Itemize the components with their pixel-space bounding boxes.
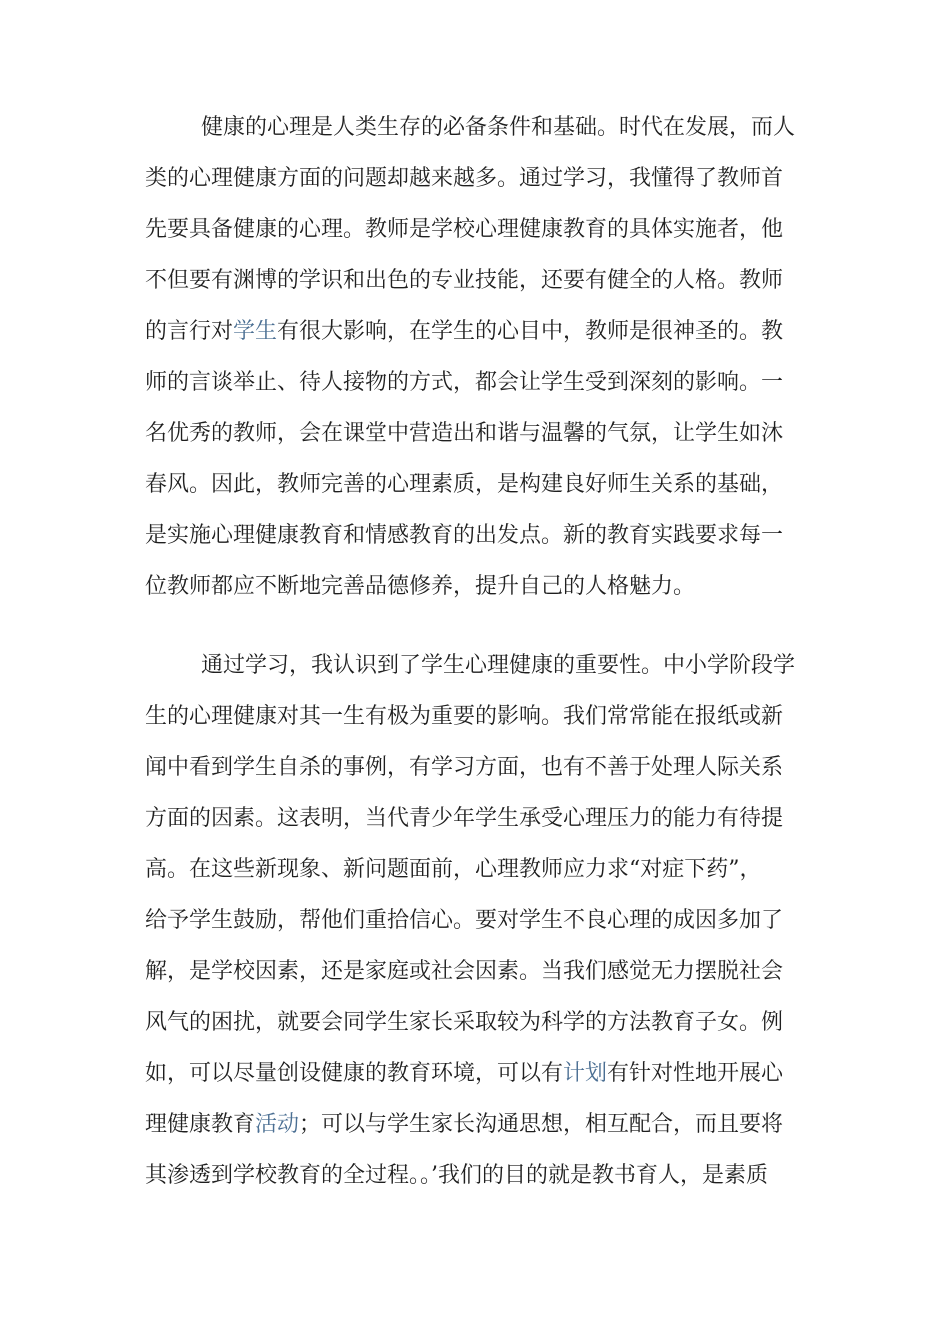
- text-line: [145, 1105, 815, 1145]
- text-line: [145, 312, 815, 352]
- text-line: 春风。因此，教师完善的心理素质，是构建良好师生关系的基础，: [145, 472, 784, 497]
- text-line: 位教师都应不断地完善品德修养，提升自己的人格魅力。: [145, 574, 696, 599]
- text-segment: 有针对性地开展心: [607, 1061, 784, 1086]
- text-line: 不但要有渊博的学识和出色的专业技能，还要有健全的人格。教师: [145, 268, 784, 293]
- text-line: 类的心理健康方面的问题却越来越多。通过学习，我懂得了教师首: [145, 166, 784, 191]
- text-line: 风气的困扰，就要会同学生家长采取较为科学的方法教育子女。例: [145, 1010, 784, 1035]
- text-segment: 有很大影响，在学生的心目中，教师是很神圣的。教: [277, 319, 784, 344]
- text-line: 是实施心理健康教育和情感教育的出发点。新的教育实践要求每一: [145, 523, 784, 548]
- text-line: 闻中看到学生自杀的事例，有学习方面，也有不善于处理人际关系: [145, 755, 784, 780]
- text-line: 名优秀的教师，会在课堂中营造出和谐与温馨的气氛，让学生如沐: [145, 421, 784, 446]
- text-segment: ；可以与学生家长沟通思想，相互配合，而且要将: [299, 1112, 784, 1137]
- text-line: 解，是学校因素，还是家庭或社会因素。当我们感觉无力摆脱社会: [145, 959, 784, 984]
- text-line: 方面的因素。这表明，当代青少年学生承受心理压力的能力有待提: [145, 806, 784, 831]
- link-activity[interactable]: 活动: [255, 1112, 300, 1137]
- text-segment: 理健康教育: [145, 1112, 256, 1137]
- text-line: 先要具备健康的心理。教师是学校心理健康教育的具体实施者，他: [145, 217, 784, 242]
- link-student[interactable]: 学生: [233, 319, 278, 344]
- text-line: 通过学习，我认识到了学生心理健康的重要性。中小学阶段学: [201, 653, 796, 678]
- text-segment: 如，可以尽量创设健康的教育环境，可以有: [145, 1061, 564, 1086]
- text-line: 健康的心理是人类生存的必备条件和基础。时代在发展，而人: [201, 115, 796, 140]
- text-line: 师的言谈举止、待人接物的方式，都会让学生受到深刻的影响。一: [145, 370, 784, 395]
- text-line: 生的心理健康对其一生有极为重要的影响。我们常常能在报纸或新: [145, 704, 784, 729]
- link-plan[interactable]: 计划: [563, 1061, 608, 1086]
- text-line: 其渗透到学校教育的全过程。。’我们的目的就是教书育人，是素质: [145, 1163, 768, 1188]
- text-line: 高。在这些新现象、新问题面前，心理教师应力求“对症下药”，: [145, 857, 762, 882]
- text-line: [145, 1054, 815, 1094]
- text-segment: 的言行对: [145, 319, 234, 344]
- text-line: 给予学生鼓励，帮他们重拾信心。要对学生不良心理的成因多加了: [145, 908, 784, 933]
